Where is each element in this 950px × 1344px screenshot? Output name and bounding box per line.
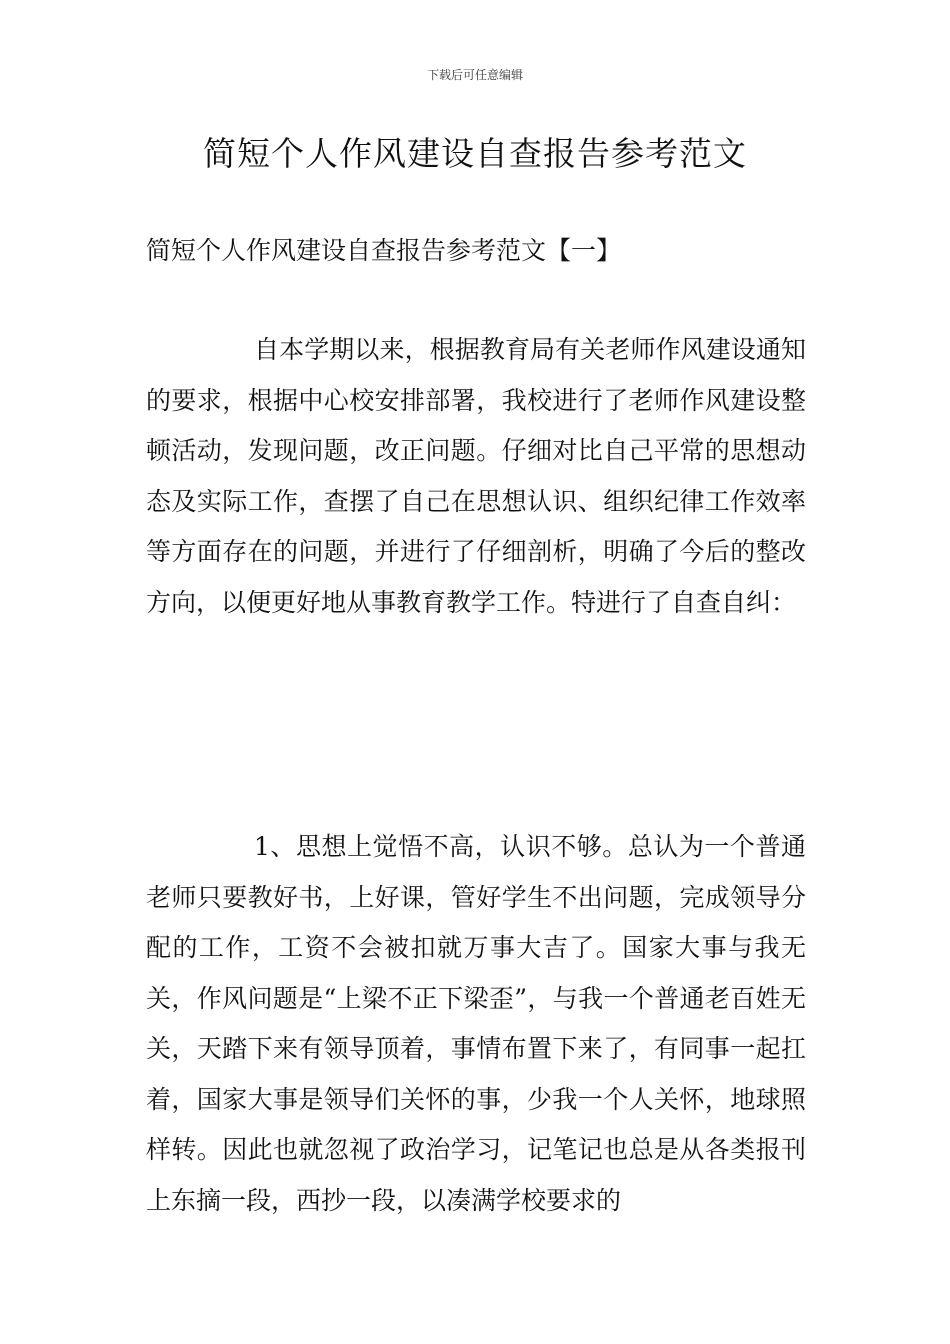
header-note: 下载后可任意编辑 [426, 68, 523, 82]
section-heading: 简短个人作风建设自查报告参考范文【一】 [146, 236, 622, 265]
body-paragraph: 1、思想上觉悟不高，认识不够。总认为一个普通老师只要教好书，上好课，管好学生不出问题，完成领导分配的工作，工资不会被扣就万事大吉了。国家大事与我无关，作风问题是“上梁不正下梁歪”，与我一个普通老百姓无关，天踏下来有领导顶着，事情布置下来了，有同事一起扛着，国家大事是领导们关怀的事，少我一个人关怀，地球照样转。因此也就忽视了政治学习，记笔记也总是从各类报刊上东摘一段，西抄一段，以凑满学校要求的 [146, 832, 806, 1215]
document-title: 简短个人作风建设自查报告参考范文 [203, 134, 747, 173]
body-paragraph: 自本学期以来，根据教育局有关老师作风建设通知的要求，根据中心校安排部署，我校进行了老师作风建设整顿活动，发现问题，改正问题。仔细对比自己平常的思想动态及实际工作，查摆了自己在思想认识、组织纪律工作效率等方面存在的问题，并进行了仔细剖析，明确了今后的整改方向，以便更好地从事教育教学工作。特进行了自查自纠： [146, 335, 806, 617]
